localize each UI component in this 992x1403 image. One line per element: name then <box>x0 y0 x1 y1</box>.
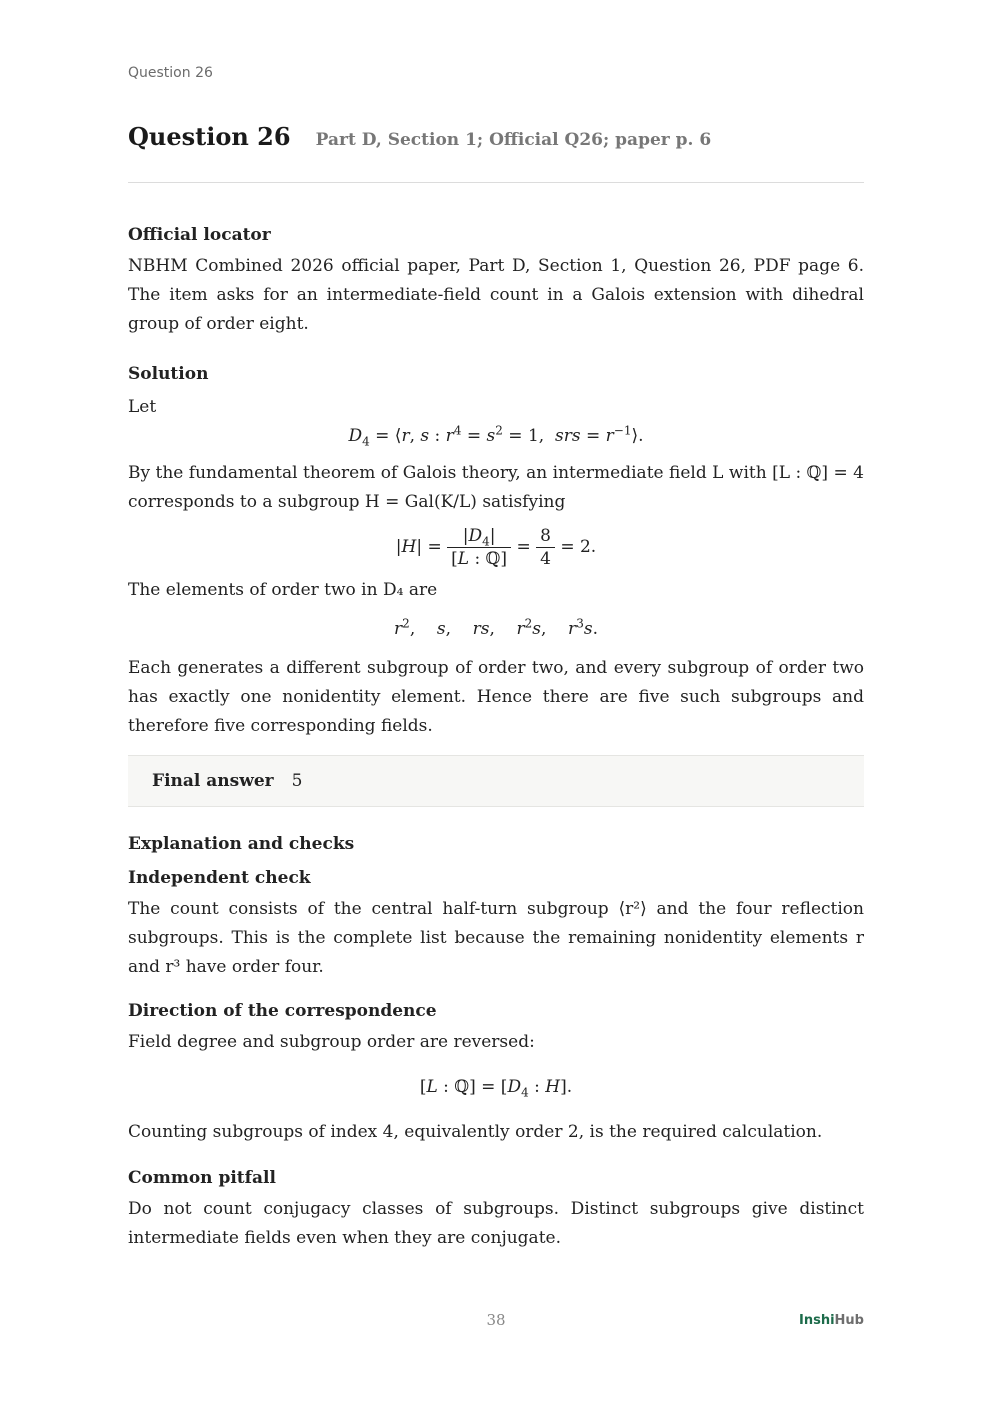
independent-check-text: The count consists of the central half-turn subgroup ⟨r²⟩ and the four reflection subgroups. This is the complete list because the remaining nonidentity elements r and r³ have order four. <box>128 899 864 977</box>
index-equation: [L : ℚ] = [$D_4$ : H]. <box>419 1077 573 1100</box>
brand-logo <box>799 1313 864 1328</box>
page-title: Question 26 <box>128 122 291 151</box>
independent-check-heading: Independent check <box>128 868 311 888</box>
question-subtitle: Part D, Section 1; Official Q26; paper p. 6 <box>315 130 712 150</box>
official-locator-heading: Official locator <box>128 225 271 245</box>
page-number: 38 <box>486 1311 506 1329</box>
official-locator-text: NBHM Combined 2026 official paper, Part D, Section 1, Question 26, PDF page 6. The item asks for an intermediate-field count in a Galois extension with dihedral group of order eight. <box>128 256 864 334</box>
explanation-heading: Explanation and checks <box>128 834 355 854</box>
final-answer-box <box>128 755 864 807</box>
title-divider <box>128 182 864 183</box>
running-head: Question 26 <box>128 65 213 81</box>
solution-paragraph-3: Each generates a different subgroup of order two, and every subgroup of order two has exactly one nonidentity element. Hence there are five such subgroups and therefore five corresponding fields. <box>128 658 864 736</box>
final-answer-value: 5 <box>291 770 303 791</box>
direction-heading: Direction of the correspondence <box>128 1001 437 1021</box>
solution-let: Let <box>128 397 157 417</box>
solution-heading: Solution <box>128 364 209 384</box>
brand-logo-part-2: Hub <box>834 1313 864 1328</box>
final-answer-label: Final answer <box>152 770 274 791</box>
pitfall-text: Do not count conjugacy classes of subgroups. Distinct subgroups give distinct intermediate fields even when they are conjugate. <box>128 1199 864 1248</box>
solution-paragraph-2: The elements of order two in D₄ are <box>128 580 438 600</box>
direction-text: Field degree and subgroup order are reversed: <box>128 1032 535 1052</box>
question-title-row <box>128 122 864 151</box>
dihedral-presentation-equation: $D_4$ = ⟨r, s : $r^4 = s^2 = 1$, srs = $r^{-1}⟩$. <box>348 423 644 449</box>
brand-logo-part-1: Inshi <box>799 1313 835 1328</box>
document-body <box>128 222 864 1253</box>
solution-paragraph-1: By the fundamental theorem of Galois theory, an intermediate field L with [L : ℚ] = 4 corresponds to a subgroup H = Gal(K/L) satisfying <box>128 463 864 512</box>
pitfall-heading: Common pitfall <box>128 1168 276 1188</box>
subgroup-order-equation: |H| = $\frac{|D_4|}{\text{[L : ℚ]}}$ = $\frac{8}{4}$ = 2. <box>395 526 597 569</box>
direction-after-text: Counting subgroups of index 4, equivalently order 2, is the required calculation. <box>128 1122 823 1142</box>
order-two-elements-list: $r^2$, s, rs, $r^2s$, $r^3s$. <box>394 616 598 639</box>
